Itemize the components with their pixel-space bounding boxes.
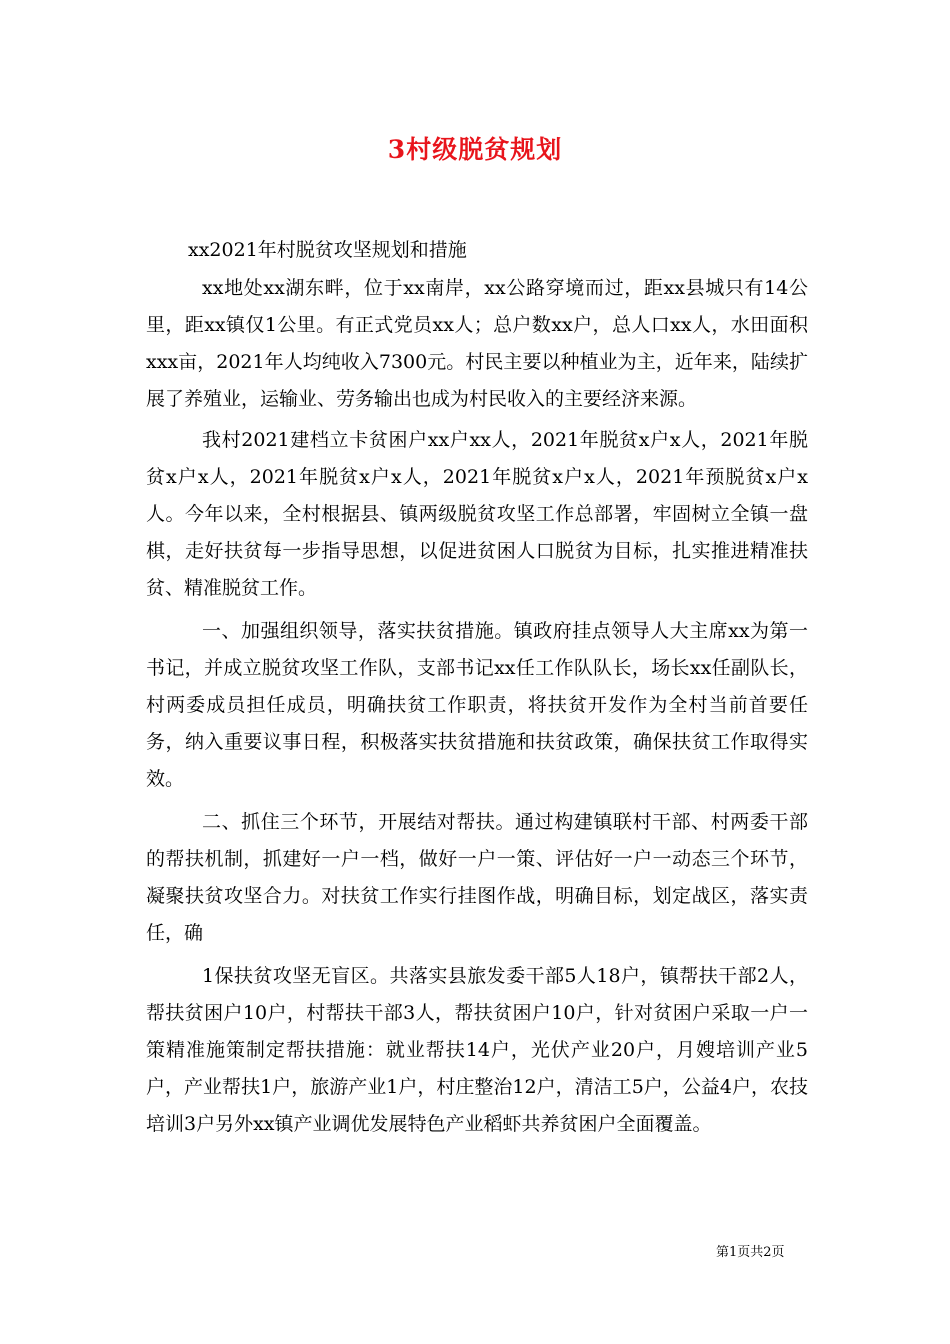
- paragraph-paired-assistance: 二、抓住三个环节，开展结对帮扶。通过构建镇联村干部、村两委干部的帮扶机制，抓建好一户一档，做好一户一策、评估好一户一动态三个环节，凝聚扶贫攻坚合力。对扶贫工作实行挂图作战，明确目标，划定战区，落实责任，确: [146, 811, 808, 944]
- page-title: 3村级脱贫规划: [387, 135, 563, 164]
- paragraph-poverty-status: 我村2021建档立卡贫困户xx户xx人，2021年脱贫x户x人，2021年脱贫x户x人，2021年脱贫x户x人，2021年脱贫x户x人，2021年预脱贫x户x人。今年以来，全村根据县、镇两级脱贫攻坚工作总部署，牢固树立全镇一盘棋，走好扶贫每一步指导思想，以促进贫困人口脱贫为目标，扎实推进精准扶贫、精准脱贫工作。: [146, 429, 808, 599]
- document-subheading: xx2021年村脱贫攻坚规划和措施: [188, 239, 467, 261]
- paragraph-assistance-coverage: 1保扶贫攻坚无盲区。共落实县旅发委干部5人18户，镇帮扶干部2人，帮扶贫困户10户，村帮扶干部3人，帮扶贫困户10户，针对贫困户采取一户一策精准施策制定帮扶措施：就业帮扶14户，光伏产业20户，月嫂培训产业5户，产业帮扶1户，旅游产业1户，村庄整治12户，清洁工5户，公益4户，农技培训3户另外xx镇产业调优发展特色产业稻虾共养贫困户全面覆盖。: [146, 965, 808, 1135]
- page-number-footer: 第1页共2页: [716, 1245, 785, 1260]
- document-body: [146, 236, 808, 1147]
- paragraph-village-overview: xx地处xx湖东畔，位于xx南岸，xx公路穿境而过，距xx县城只有14公里，距xx镇仅1公里。有正式党员xx人；总户数xx户，总人口xx人，水田面积xxx亩，2021年人均纯收入7300元。村民主要以种植业为主，近年来，陆续扩展了养殖业，运输业、劳务输出也成为村民收入的主要经济来源。: [146, 277, 808, 410]
- paragraph-organization-leadership: 一、加强组织领导，落实扶贫措施。镇政府挂点领导人大主席xx为第一书记，并成立脱贫攻坚工作队，支部书记xx任工作队队长，场长xx任副队长，村两委成员担任成员，明确扶贫工作职责，将扶贫开发作为全村当前首要任务，纳入重要议事日程，积极落实扶贫措施和扶贫政策，确保扶贫工作取得实效。: [146, 620, 808, 790]
